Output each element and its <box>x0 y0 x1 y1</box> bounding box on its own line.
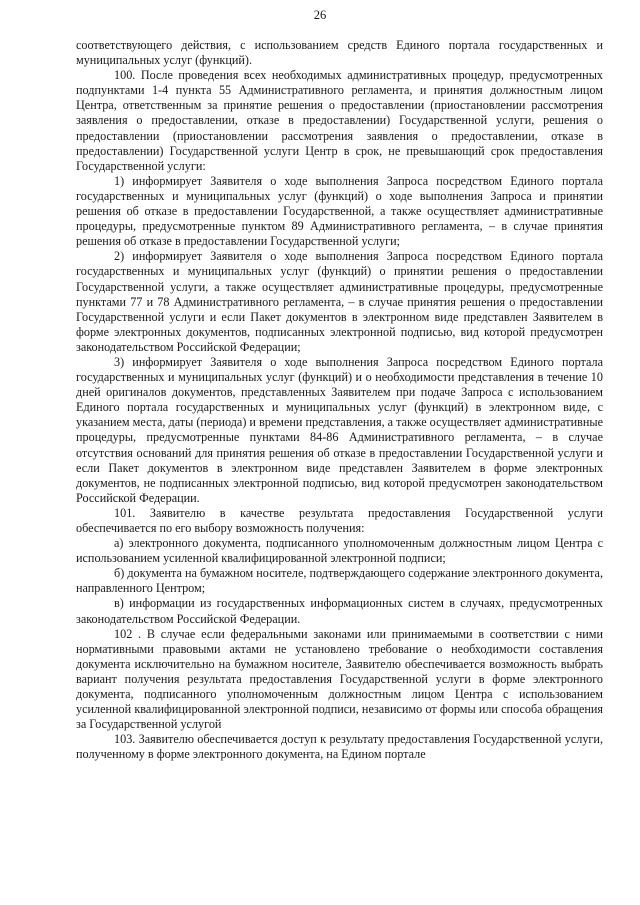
paragraph-100-item-1: 1) информирует Заявителя о ходе выполнения Запроса посредством Единого портала государственных и муниципальных услуг (функций) о ходе выполнения Запроса и принятии решения об отказе в предоставлении Государственной, а также осуществляет административные процедуры, предусмотренные пунктом 89 Административного регламента, – в случае принятия решения об отказе в предоставлении Государственной услуги; <box>76 173 603 249</box>
paragraph-101-item-a: а) электронного документа, подписанного уполномоченным должностным лицом Центра с использованием усиленной квалифицированной электронной подписи; <box>76 536 603 566</box>
paragraph-101-item-b: б) документа на бумажном носителе, подтверждающего содержание электронного документа, направленного Центром; <box>76 566 603 596</box>
paragraph-101: 101. Заявителю в качестве результата предоставления Государственной услуги обеспечивается по его выбору возможность получения: <box>76 505 603 535</box>
paragraph-100: 100. После проведения всех необходимых административных процедур, предусмотренных подпунктами 1-4 пункта 55 Административного регламента, и принятия должностным лицом Центра, ответственным за принятие решения о предоставлении (приостановлении рассмотрения заявления о предоставлении, отказе в предоставлении) Государственной услуги, решения о предоставлении (приостановлении рассмотрения заявления о предоставлении, отказе в предоставлении) Государственной услуги Центр в срок, не превышающий срок предоставления Государственной услуги: <box>76 68 603 173</box>
paragraph-101-item-v: в) информации из государственных информационных систем в случаях, предусмотренных законодательством Российской Федерации. <box>76 596 603 626</box>
page-number: 26 <box>313 8 327 22</box>
paragraph-103: 103. Заявителю обеспечивается доступ к результату предоставления Государственной услуги, полученному в форме электронного документа, на Едином портале <box>76 732 603 762</box>
paragraph-102: 102 . В случае если федеральными законами или принимаемыми в соответствии с ними нормативными правовыми актами не установлено требование о необходимости составления документа исключительно на бумажном носителе, Заявителю обеспечивается возможность выбрать вариант получения результата предоставления Государственной услуги в форме электронного документа, подписанного уполномоченным должностным лицом Центра с использованием усиленной квалифицированной электронной подписи, независимо от формы или способа обращения за Государственной услугой <box>76 626 603 732</box>
paragraph-100-item-2: 2) информирует Заявителя о ходе выполнения Запроса посредством Единого портала государственных и муниципальных услуг (функций) о принятии решения о предоставлении Государственной услуги, а также осуществляет административные процедуры, предусмотренные пунктами 77 и 78 Административного регламента, – в случае принятия решения о предоставлении Государственной услуги и если Пакет документов в электронном виде представлен Заявителем в форме электронных документов, подписанных электронной подписью, вид которой предусмотрен законодательством Российской Федерации; <box>76 249 603 354</box>
paragraph-continuation: соответствующего действия, с использованием средств Единого портала государственных и муниципальных услуг (функций). <box>76 38 603 68</box>
paragraph-100-item-3: 3) информирует Заявителя о ходе выполнения Запроса посредством Единого портала государственных и муниципальных услуг (функций) и о необходимости представления в течение 10 дней оригиналов документов, представленных Заявителем при подаче Запроса с использованием Единого портала государственных и муниципальных услуг (функций) в электронном виде, с указанием места, даты (периода) и времени представления, а также осуществляет административные процедуры, предусмотренные пунктами 84-86 Административного регламента, – в случае отсутствия оснований для принятия решения об отказе в предоставлении Государственной услуги и если Пакет документов в электронном виде представлен Заявителем в форме электронных документов, не подписанных электронной подписью, вид которой предусмотрен законодательством Российской Федерации. <box>76 354 603 505</box>
document-body <box>76 38 603 763</box>
